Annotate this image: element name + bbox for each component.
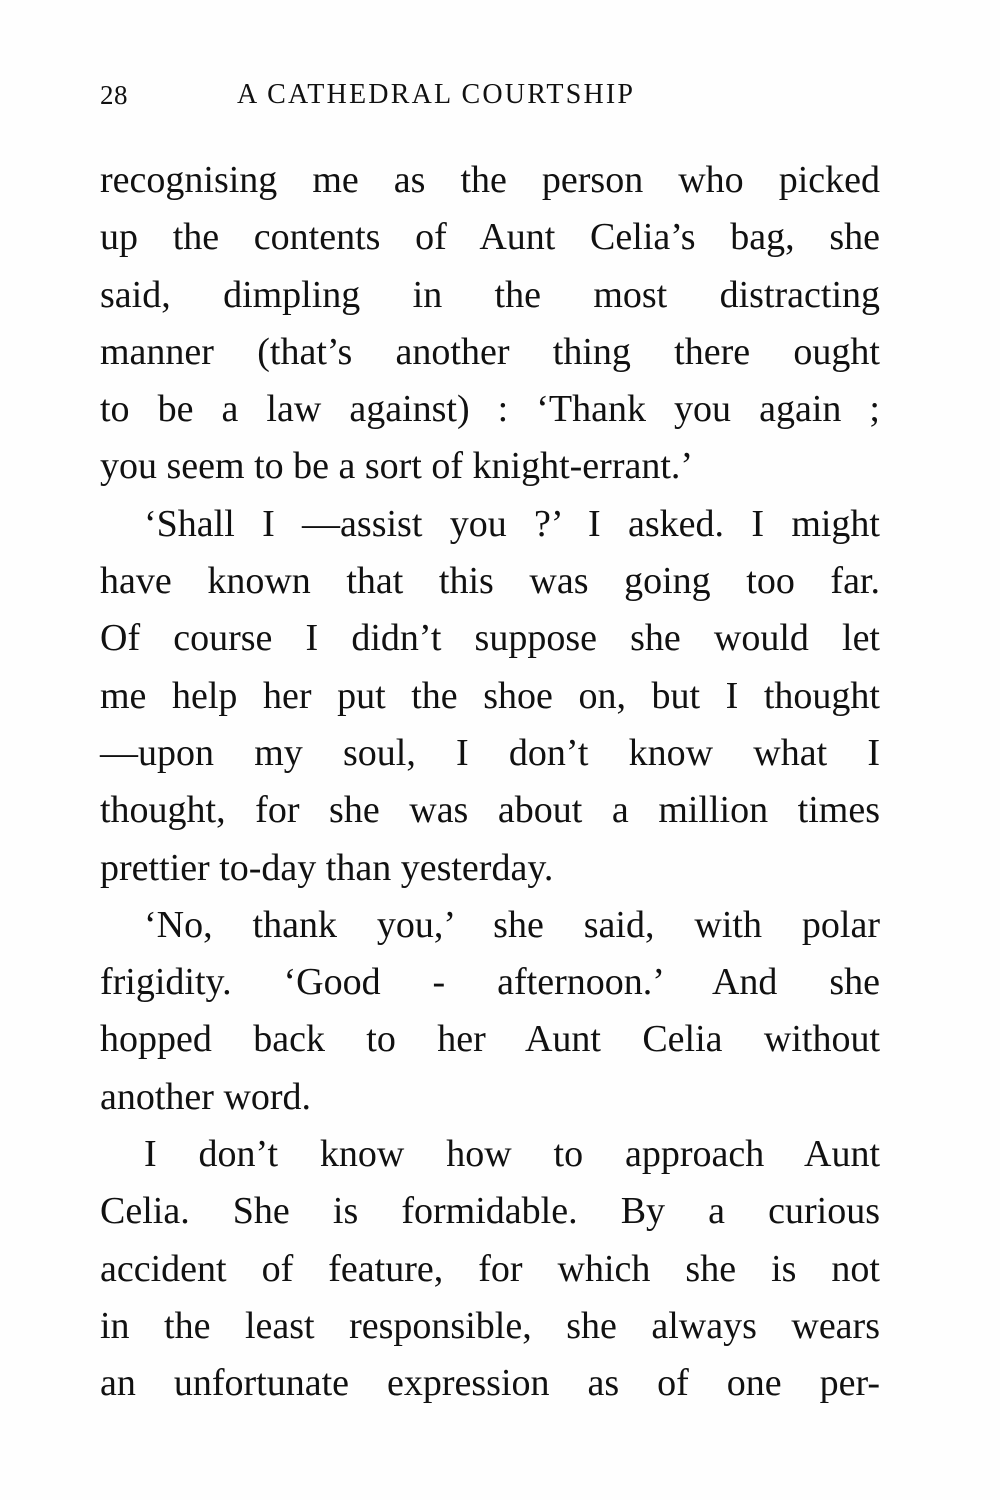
text-line: recognising me as the person who picked — [100, 159, 880, 201]
book-title: A CATHEDRAL COURTSHIP — [237, 79, 636, 110]
text-line: have known that this was going too far. — [100, 560, 880, 603]
text-line: frigidity. ‘Good - afternoon.’ And she — [100, 961, 880, 1004]
text-line: ‘No, thank you,’ she said, with polar — [144, 903, 880, 946]
text-line: another word. — [100, 1075, 312, 1118]
text-line: I don’t know how to approach Aunt — [144, 1133, 880, 1176]
text-line: up the contents of Aunt Celia’s bag, she — [100, 216, 880, 259]
text-line: in the least responsible, she always wears — [100, 1304, 880, 1347]
text-line: ‘Shall I —assist you ?’ I asked. I might — [144, 502, 880, 545]
text-line: an unfortunate expression as of one per- — [100, 1362, 880, 1405]
text-line: manner (that’s another thing there ought — [100, 330, 880, 373]
text-line: prettier to-day than yesterday. — [100, 846, 554, 889]
text-line: hopped back to her Aunt Celia without — [100, 1018, 880, 1061]
text-line: said, dimpling in the most distracting — [100, 273, 880, 316]
text-line: accident of feature, for which she is not — [100, 1247, 880, 1290]
text-line: Of course I didn’t suppose she would let — [100, 617, 880, 660]
text-line: you seem to be a sort of knight-errant.’ — [100, 445, 694, 488]
body-text — [100, 152, 880, 1413]
text-line: to be a law against) : ‘Thank you again ; — [100, 388, 880, 431]
text-line: me help her put the shoe on, but I thought — [100, 674, 880, 717]
running-head — [100, 78, 880, 118]
text-line: —upon my soul, I don’t know what I — [100, 731, 880, 774]
text-line: Celia. She is formidable. By a curious — [100, 1190, 880, 1233]
page-number: 28 — [100, 80, 128, 110]
text-line: thought, for she was about a million times — [100, 789, 880, 832]
